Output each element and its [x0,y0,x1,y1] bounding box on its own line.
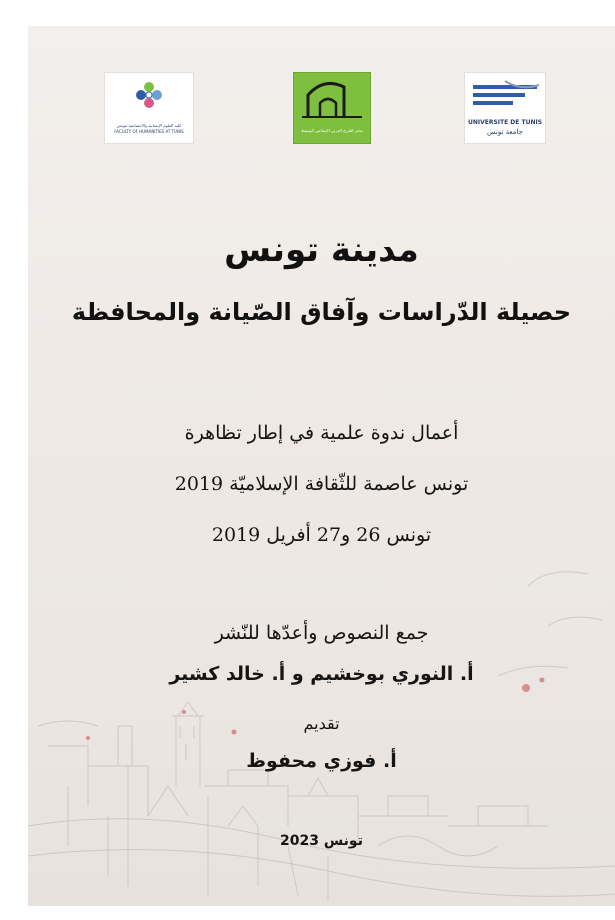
context-line-1: أعمال ندوة علمية في إطار تظاهرة [184,422,459,444]
context-line-2: تونس عاصمة للثّقافة الإسلاميّة 2019 [174,473,469,495]
book-cover [28,26,615,906]
preface-label: تقديم [303,714,340,733]
university-caption-ar: جامعة تونس [486,128,523,136]
book-title: مدينة تونس [224,230,419,270]
faculty-caption-en: FACULTY OF HUMANITIES AT TUNIS [114,129,184,134]
context-line-3: تونس 26 و27 أفريل 2019 [211,524,432,546]
university-caption-en: UNIVERSITÉ DE TUNIS [467,119,543,126]
arch-emblem-icon [294,73,370,125]
imprint-place-year: تونس 2023 [280,833,363,849]
faculty-emblem-icon [105,73,193,121]
lab-caption: مخبر التاريخ العربي الإسلامي الوسيط [301,128,363,133]
lab-logo [293,72,371,144]
editors-names: أ. النوري بوخشيم و أ. خالد كشير [169,663,474,685]
editors-label: جمع النصوص وأعدّها للنّشر [214,622,429,644]
preface-author: أ. فوزي محفوظ [246,750,397,772]
faculty-logo [104,72,194,144]
university-emblem-icon [465,73,545,117]
faculty-caption-ar: كلية العلوم الإنسانية والاجتماعية بتونس [116,123,182,128]
university-logo [464,72,546,144]
book-subtitle: حصيلة الدّراسات وآفاق الصّيانة والمحافظة [71,298,572,326]
